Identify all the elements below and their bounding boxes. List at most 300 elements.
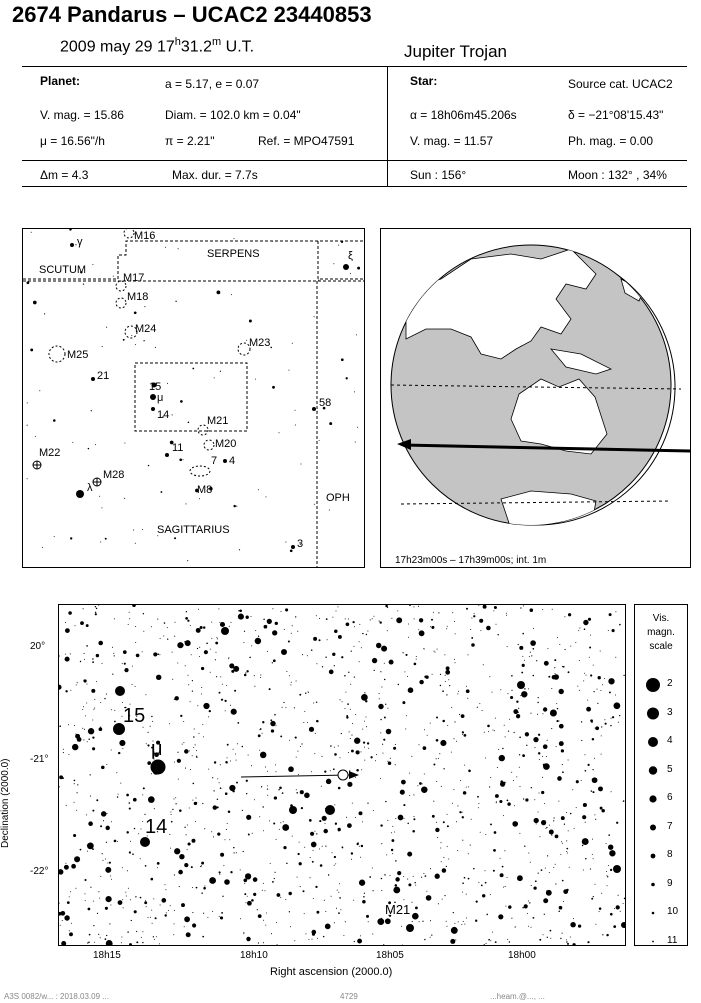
- x-tick: 18h15: [93, 950, 121, 961]
- field-star: [388, 762, 392, 766]
- field-star: [615, 657, 616, 658]
- field-star: [92, 747, 95, 750]
- field-star: [185, 617, 188, 620]
- finder-star: [343, 264, 349, 270]
- field-star: [380, 671, 381, 672]
- field-star: [391, 839, 394, 842]
- field-star: [492, 692, 493, 693]
- field-star: [464, 877, 466, 879]
- field-star: [54, 536, 55, 537]
- chart-label-14: 14: [145, 816, 168, 838]
- field-star: [340, 909, 341, 910]
- field-star: [107, 863, 108, 864]
- field-star: [370, 756, 372, 758]
- field-star: [216, 676, 217, 677]
- field-star: [226, 685, 227, 686]
- field-star: [385, 704, 386, 705]
- field-star: [523, 798, 524, 799]
- field-star: [211, 638, 212, 639]
- field-star: [435, 652, 436, 653]
- field-star: [511, 675, 513, 677]
- field-star: [557, 637, 558, 638]
- field-star: [240, 869, 241, 870]
- field-star: [380, 824, 382, 826]
- field-star: [113, 276, 114, 277]
- field-star: [533, 886, 536, 889]
- field-star: [355, 442, 356, 443]
- field-star: [96, 608, 98, 610]
- field-star: [145, 694, 146, 695]
- field-star: [483, 664, 484, 665]
- field-star: [425, 875, 427, 877]
- field-star: [229, 839, 230, 840]
- field-star: [174, 799, 175, 800]
- field-star: [559, 906, 563, 910]
- field-star: [419, 680, 423, 684]
- field-star: [68, 754, 69, 755]
- field-star: [620, 911, 621, 912]
- field-star: [153, 898, 154, 899]
- field-star: [586, 707, 591, 712]
- field-star: [423, 648, 424, 649]
- field-star: [151, 910, 152, 911]
- field-star: [123, 339, 125, 341]
- field-star: [107, 813, 108, 814]
- field-star: [346, 817, 347, 818]
- field-star: [72, 442, 73, 443]
- field-star: [65, 622, 66, 623]
- field-star: [346, 622, 350, 626]
- field-star: [440, 685, 441, 686]
- field-star: [537, 714, 538, 715]
- legend-title-3: scale: [649, 641, 673, 652]
- field-star: [484, 944, 485, 945]
- field-star: [178, 779, 179, 780]
- field-star: [495, 718, 496, 719]
- field-star: [405, 654, 407, 656]
- field-star: [324, 770, 326, 772]
- field-star: [93, 925, 94, 926]
- label-mu: μ: [157, 392, 164, 404]
- field-star: [132, 605, 136, 607]
- field-star: [379, 693, 380, 694]
- field-star: [136, 931, 137, 932]
- field-star: [454, 923, 455, 924]
- field-star: [217, 638, 218, 639]
- field-star: [300, 790, 304, 794]
- field-star: [284, 629, 285, 630]
- field-star: [455, 662, 456, 663]
- field-star: [175, 797, 176, 798]
- field-star: [143, 613, 144, 614]
- y-tick: -22°: [30, 866, 49, 877]
- field-star: [581, 740, 582, 741]
- field-star: [336, 611, 337, 612]
- field-star: [249, 320, 252, 323]
- field-star: [550, 938, 551, 939]
- field-star: [412, 913, 419, 920]
- field-star: [213, 836, 214, 837]
- field-star: [88, 739, 89, 740]
- field-star: [542, 756, 543, 757]
- field-star: [203, 887, 206, 890]
- field-star: [234, 852, 235, 853]
- field-star: [355, 714, 356, 715]
- field-star: [534, 799, 535, 800]
- field-star: [500, 873, 504, 877]
- star-mu: [151, 760, 166, 775]
- field-star: [99, 496, 100, 497]
- field-star: [397, 871, 401, 875]
- field-star: [201, 865, 202, 866]
- field-star: [213, 790, 214, 791]
- field-star: [450, 939, 455, 944]
- field-star: [135, 344, 136, 345]
- field-star: [192, 680, 193, 681]
- field-star: [354, 941, 355, 942]
- field-star: [77, 682, 78, 683]
- field-star: [276, 725, 277, 726]
- field-star: [83, 739, 84, 740]
- field-star: [246, 937, 250, 941]
- field-star: [309, 877, 310, 878]
- field-star: [334, 747, 335, 748]
- field-star: [263, 942, 264, 943]
- field-star: [303, 890, 305, 892]
- field-star: [381, 878, 383, 880]
- field-star: [59, 786, 60, 787]
- field-star: [87, 942, 88, 943]
- field-star: [267, 795, 268, 796]
- field-star: [243, 642, 244, 643]
- field-star: [357, 939, 362, 944]
- field-star: [413, 606, 414, 607]
- field-star: [142, 529, 143, 530]
- field-star: [265, 925, 266, 926]
- field-star: [568, 760, 569, 761]
- field-star: [362, 821, 363, 822]
- field-star: [222, 896, 223, 897]
- field-star: [490, 940, 491, 941]
- field-star: [74, 856, 80, 862]
- field-star: [576, 780, 579, 783]
- field-star: [592, 769, 593, 770]
- field-star: [68, 724, 69, 725]
- field-star: [539, 939, 541, 941]
- field-star: [477, 707, 478, 708]
- field-star: [197, 705, 198, 706]
- field-star: [436, 758, 437, 759]
- field-star: [84, 659, 85, 660]
- field-star: [254, 799, 255, 800]
- field-star: [507, 693, 508, 694]
- star-heading: Star:: [410, 74, 438, 88]
- field-star: [619, 624, 621, 626]
- label-lambda: λ: [87, 482, 93, 494]
- field-star: [556, 703, 557, 704]
- field-star: [147, 732, 148, 733]
- field-star: [361, 845, 363, 847]
- field-star: [499, 755, 505, 761]
- field-star: [384, 679, 385, 680]
- field-star: [192, 368, 194, 370]
- field-star: [83, 608, 84, 609]
- field-star: [566, 941, 567, 942]
- field-star: [424, 675, 427, 678]
- field-star: [214, 377, 215, 378]
- field-star: [280, 735, 282, 737]
- field-star: [564, 616, 565, 617]
- field-star: [561, 749, 564, 752]
- field-star: [550, 710, 557, 717]
- field-star: [407, 879, 408, 880]
- field-star: [209, 710, 211, 712]
- field-star: [279, 787, 282, 790]
- field-star: [356, 334, 357, 335]
- field-star: [192, 839, 196, 843]
- field-star: [129, 618, 130, 619]
- field-star: [605, 723, 607, 725]
- field-star: [431, 619, 433, 621]
- field-star: [89, 934, 91, 936]
- field-star: [243, 933, 244, 934]
- field-star: [120, 783, 121, 784]
- field-star: [230, 761, 231, 762]
- field-star: [367, 742, 369, 744]
- field-star: [74, 725, 75, 726]
- field-star: [449, 685, 450, 686]
- field-star: [298, 774, 299, 775]
- field-star: [598, 786, 603, 791]
- field-star: [210, 672, 211, 673]
- field-star: [480, 832, 481, 833]
- field-star: [401, 780, 406, 785]
- field-star: [517, 875, 523, 881]
- field-star: [323, 936, 324, 937]
- field-star: [502, 866, 504, 868]
- field-star: [219, 874, 220, 875]
- field-star: [381, 918, 382, 919]
- field-star: [311, 842, 317, 848]
- field-star: [114, 655, 115, 656]
- field-star: [578, 924, 581, 927]
- field-star: [288, 892, 291, 895]
- field-star: [286, 863, 287, 864]
- field-star: [246, 815, 251, 820]
- field-star: [272, 630, 277, 635]
- field-star: [581, 780, 582, 781]
- field-star: [193, 747, 194, 748]
- field-star: [408, 883, 411, 886]
- field-star: [431, 626, 434, 629]
- field-star: [76, 792, 77, 793]
- field-star: [183, 459, 184, 460]
- field-star: [462, 892, 463, 893]
- field-star: [471, 643, 475, 647]
- field-star: [503, 815, 504, 816]
- field-star: [579, 660, 580, 661]
- field-star: [419, 782, 422, 785]
- label-sagittarius: SAGITTARIUS: [157, 524, 230, 536]
- field-star: [258, 734, 261, 737]
- field-star: [468, 786, 469, 787]
- field-star: [111, 879, 112, 880]
- field-star: [271, 933, 272, 934]
- field-star: [196, 757, 197, 758]
- field-star: [142, 794, 143, 795]
- field-star: [522, 664, 525, 667]
- field-star: [344, 675, 346, 677]
- field-star: [530, 713, 531, 714]
- field-star: [467, 698, 468, 699]
- field-star: [142, 821, 143, 822]
- field-star: [224, 700, 226, 702]
- field-star: [463, 791, 467, 795]
- field-star: [105, 867, 111, 873]
- field-star: [385, 801, 386, 802]
- field-star: [567, 853, 568, 854]
- field-star: [553, 867, 554, 868]
- field-star: [289, 911, 290, 912]
- field-star: [390, 758, 391, 759]
- field-star: [253, 893, 256, 896]
- field-star: [579, 690, 580, 691]
- field-star: [577, 686, 578, 687]
- continent-antarctica: [501, 491, 596, 529]
- field-star: [174, 696, 178, 700]
- planet-parallax: π = 2.21": [165, 134, 215, 148]
- field-star: [426, 895, 432, 901]
- legend-label: 11: [667, 934, 678, 946]
- field-star: [262, 890, 263, 891]
- field-star: [288, 370, 289, 371]
- field-star: [312, 861, 314, 863]
- field-star: [433, 764, 435, 766]
- field-star: [496, 801, 497, 802]
- field-star: [148, 796, 155, 803]
- field-star: [372, 618, 373, 619]
- field-star: [100, 937, 101, 938]
- field-star: [143, 340, 144, 341]
- field-star: [92, 264, 93, 265]
- field-star: [531, 787, 532, 788]
- field-star: [199, 656, 200, 657]
- field-star: [180, 400, 183, 403]
- field-star: [555, 835, 559, 839]
- field-star: [471, 618, 472, 619]
- field-star: [483, 605, 487, 609]
- field-star: [458, 691, 459, 692]
- field-star: [267, 771, 268, 772]
- y-tick: 20°: [30, 641, 46, 652]
- field-star: [559, 644, 560, 645]
- field-star: [486, 943, 487, 944]
- field-star: [128, 888, 129, 889]
- field-star: [93, 901, 94, 902]
- field-star: [225, 792, 228, 795]
- field-star: [96, 799, 98, 801]
- field-star: [452, 612, 453, 613]
- field-star: [220, 764, 221, 765]
- field-star: [316, 720, 319, 723]
- field-star: [451, 707, 452, 708]
- field-star: [582, 838, 589, 845]
- field-star: [461, 924, 462, 925]
- field-star: [65, 657, 70, 662]
- field-star: [505, 906, 506, 907]
- field-star: [417, 785, 418, 786]
- field-star: [381, 890, 382, 891]
- field-star: [560, 938, 561, 939]
- field-star: [272, 608, 273, 609]
- field-star: [98, 891, 99, 892]
- legend-dot: [652, 941, 654, 943]
- field-star: [172, 809, 173, 810]
- finder-star: [151, 407, 155, 411]
- field-star: [118, 752, 120, 754]
- field-star: [447, 814, 448, 815]
- field-star: [264, 625, 268, 629]
- field-star: [555, 864, 556, 865]
- field-star: [357, 843, 359, 845]
- field-star: [516, 776, 517, 777]
- field-star: [560, 726, 561, 727]
- field-star: [334, 804, 335, 805]
- field-star: [528, 900, 529, 901]
- field-star: [608, 845, 613, 850]
- field-star: [614, 702, 621, 709]
- field-star: [557, 708, 559, 710]
- field-star: [338, 892, 339, 893]
- label-serpens: SERPENS: [207, 248, 260, 260]
- field-star: [314, 504, 315, 505]
- field-star: [618, 908, 619, 909]
- field-star: [359, 846, 360, 847]
- field-star: [167, 627, 168, 628]
- field-star: [409, 795, 410, 796]
- field-star: [534, 747, 535, 748]
- earth-globe: [381, 229, 690, 567]
- field-star: [609, 691, 611, 693]
- field-star: [606, 934, 608, 936]
- field-star: [474, 613, 475, 614]
- field-star: [461, 714, 465, 718]
- field-star: [142, 931, 143, 932]
- legend-label: 9: [667, 877, 673, 889]
- field-star: [361, 694, 368, 701]
- field-star: [124, 498, 125, 499]
- field-star: [88, 942, 89, 943]
- field-star: [585, 822, 586, 823]
- field-star: [203, 626, 205, 628]
- field-star: [438, 612, 439, 613]
- field-star: [102, 853, 103, 854]
- field-star: [549, 825, 550, 826]
- field-star: [204, 828, 205, 829]
- field-star: [246, 340, 247, 341]
- field-star: [307, 655, 308, 656]
- field-star: [203, 736, 204, 737]
- field-star: [390, 762, 391, 763]
- field-star: [290, 926, 291, 927]
- field-star: [583, 803, 587, 807]
- field-star: [424, 774, 425, 775]
- field-star: [104, 698, 105, 699]
- field-star: [308, 691, 309, 692]
- field-star: [342, 701, 343, 702]
- field-star: [329, 422, 332, 425]
- field-star: [380, 732, 381, 733]
